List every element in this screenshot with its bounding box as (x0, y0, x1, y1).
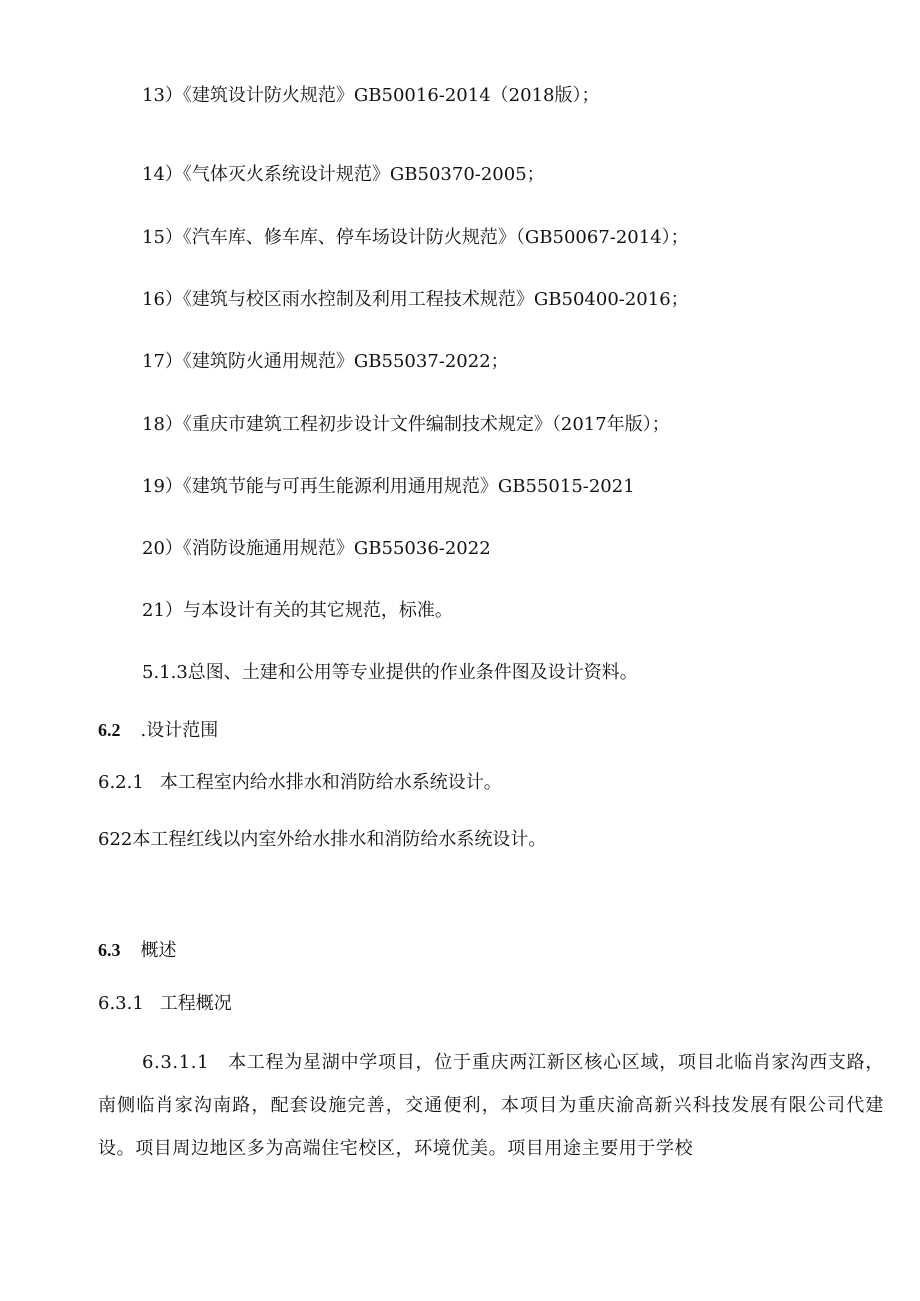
standard-item-17: 17）《建筑防火通用规范》GB55037-2022； (142, 351, 509, 372)
clause-number: 6.2.1 (98, 772, 144, 793)
clause-6-2-1 (98, 771, 502, 795)
section-number: 6.3 (98, 940, 121, 960)
standard-item-20: 20）《消防设施通用规范》GB55036-2022 (142, 538, 491, 559)
clause-text: 工程概况 (159, 993, 232, 1014)
section-heading-6-2 (98, 718, 218, 743)
standard-item-16: 16）《建筑与校区雨水控制及利用工程技术规范》GB50400-2016； (142, 289, 689, 310)
standard-item-14: 14）《气体灭火系统设计规范》GB50370-2005； (142, 164, 545, 185)
clause-5-1-3: 5.1.3总图、土建和公用等专业提供的作业条件图及设计资料。 (142, 662, 638, 683)
clause-6-2-2: 622本工程红线以内室外给水排水和消防给水系统设计。 (98, 829, 547, 850)
standard-item-15: 15）《汽车库、修车库、停车场设计防火规范》（GB50067-2014）； (142, 227, 689, 248)
section-number: 6.2 (98, 720, 121, 740)
standard-item-18: 18）《重庆市建筑工程初步设计文件编制技术规定》（2017年版）； (142, 414, 670, 435)
section-heading-6-3 (98, 938, 177, 963)
section-title: 概述 (140, 940, 177, 961)
standard-item-13: 13）《建筑设计防火规范》GB50016-2014（2018版）； (142, 85, 600, 106)
clause-6-3-1 (98, 992, 232, 1016)
clause-number: 6.3.1 (98, 993, 144, 1014)
section-title: .设计范围 (140, 720, 219, 741)
paragraph-6-3-1-1: 6.3.1.1 本工程为星湖中学项目，位于重庆两江新区核心区域，项目北临肖家沟西支路，南侧临肖家沟南路，配套设施完善，交通便利，本项目为重庆渝高新兴科技发展有限公司代建设。项目周边地区多为高端住宅校区，环境优美。项目用途主要用于学校 (98, 1052, 884, 1159)
clause-text: 本工程室内给水排水和消防给水系统设计。 (159, 772, 502, 793)
standard-item-19: 19）《建筑节能与可再生能源利用通用规范》GB55015-2021 (142, 476, 635, 497)
standard-item-21: 21）与本设计有关的其它规范，标准。 (142, 600, 453, 621)
